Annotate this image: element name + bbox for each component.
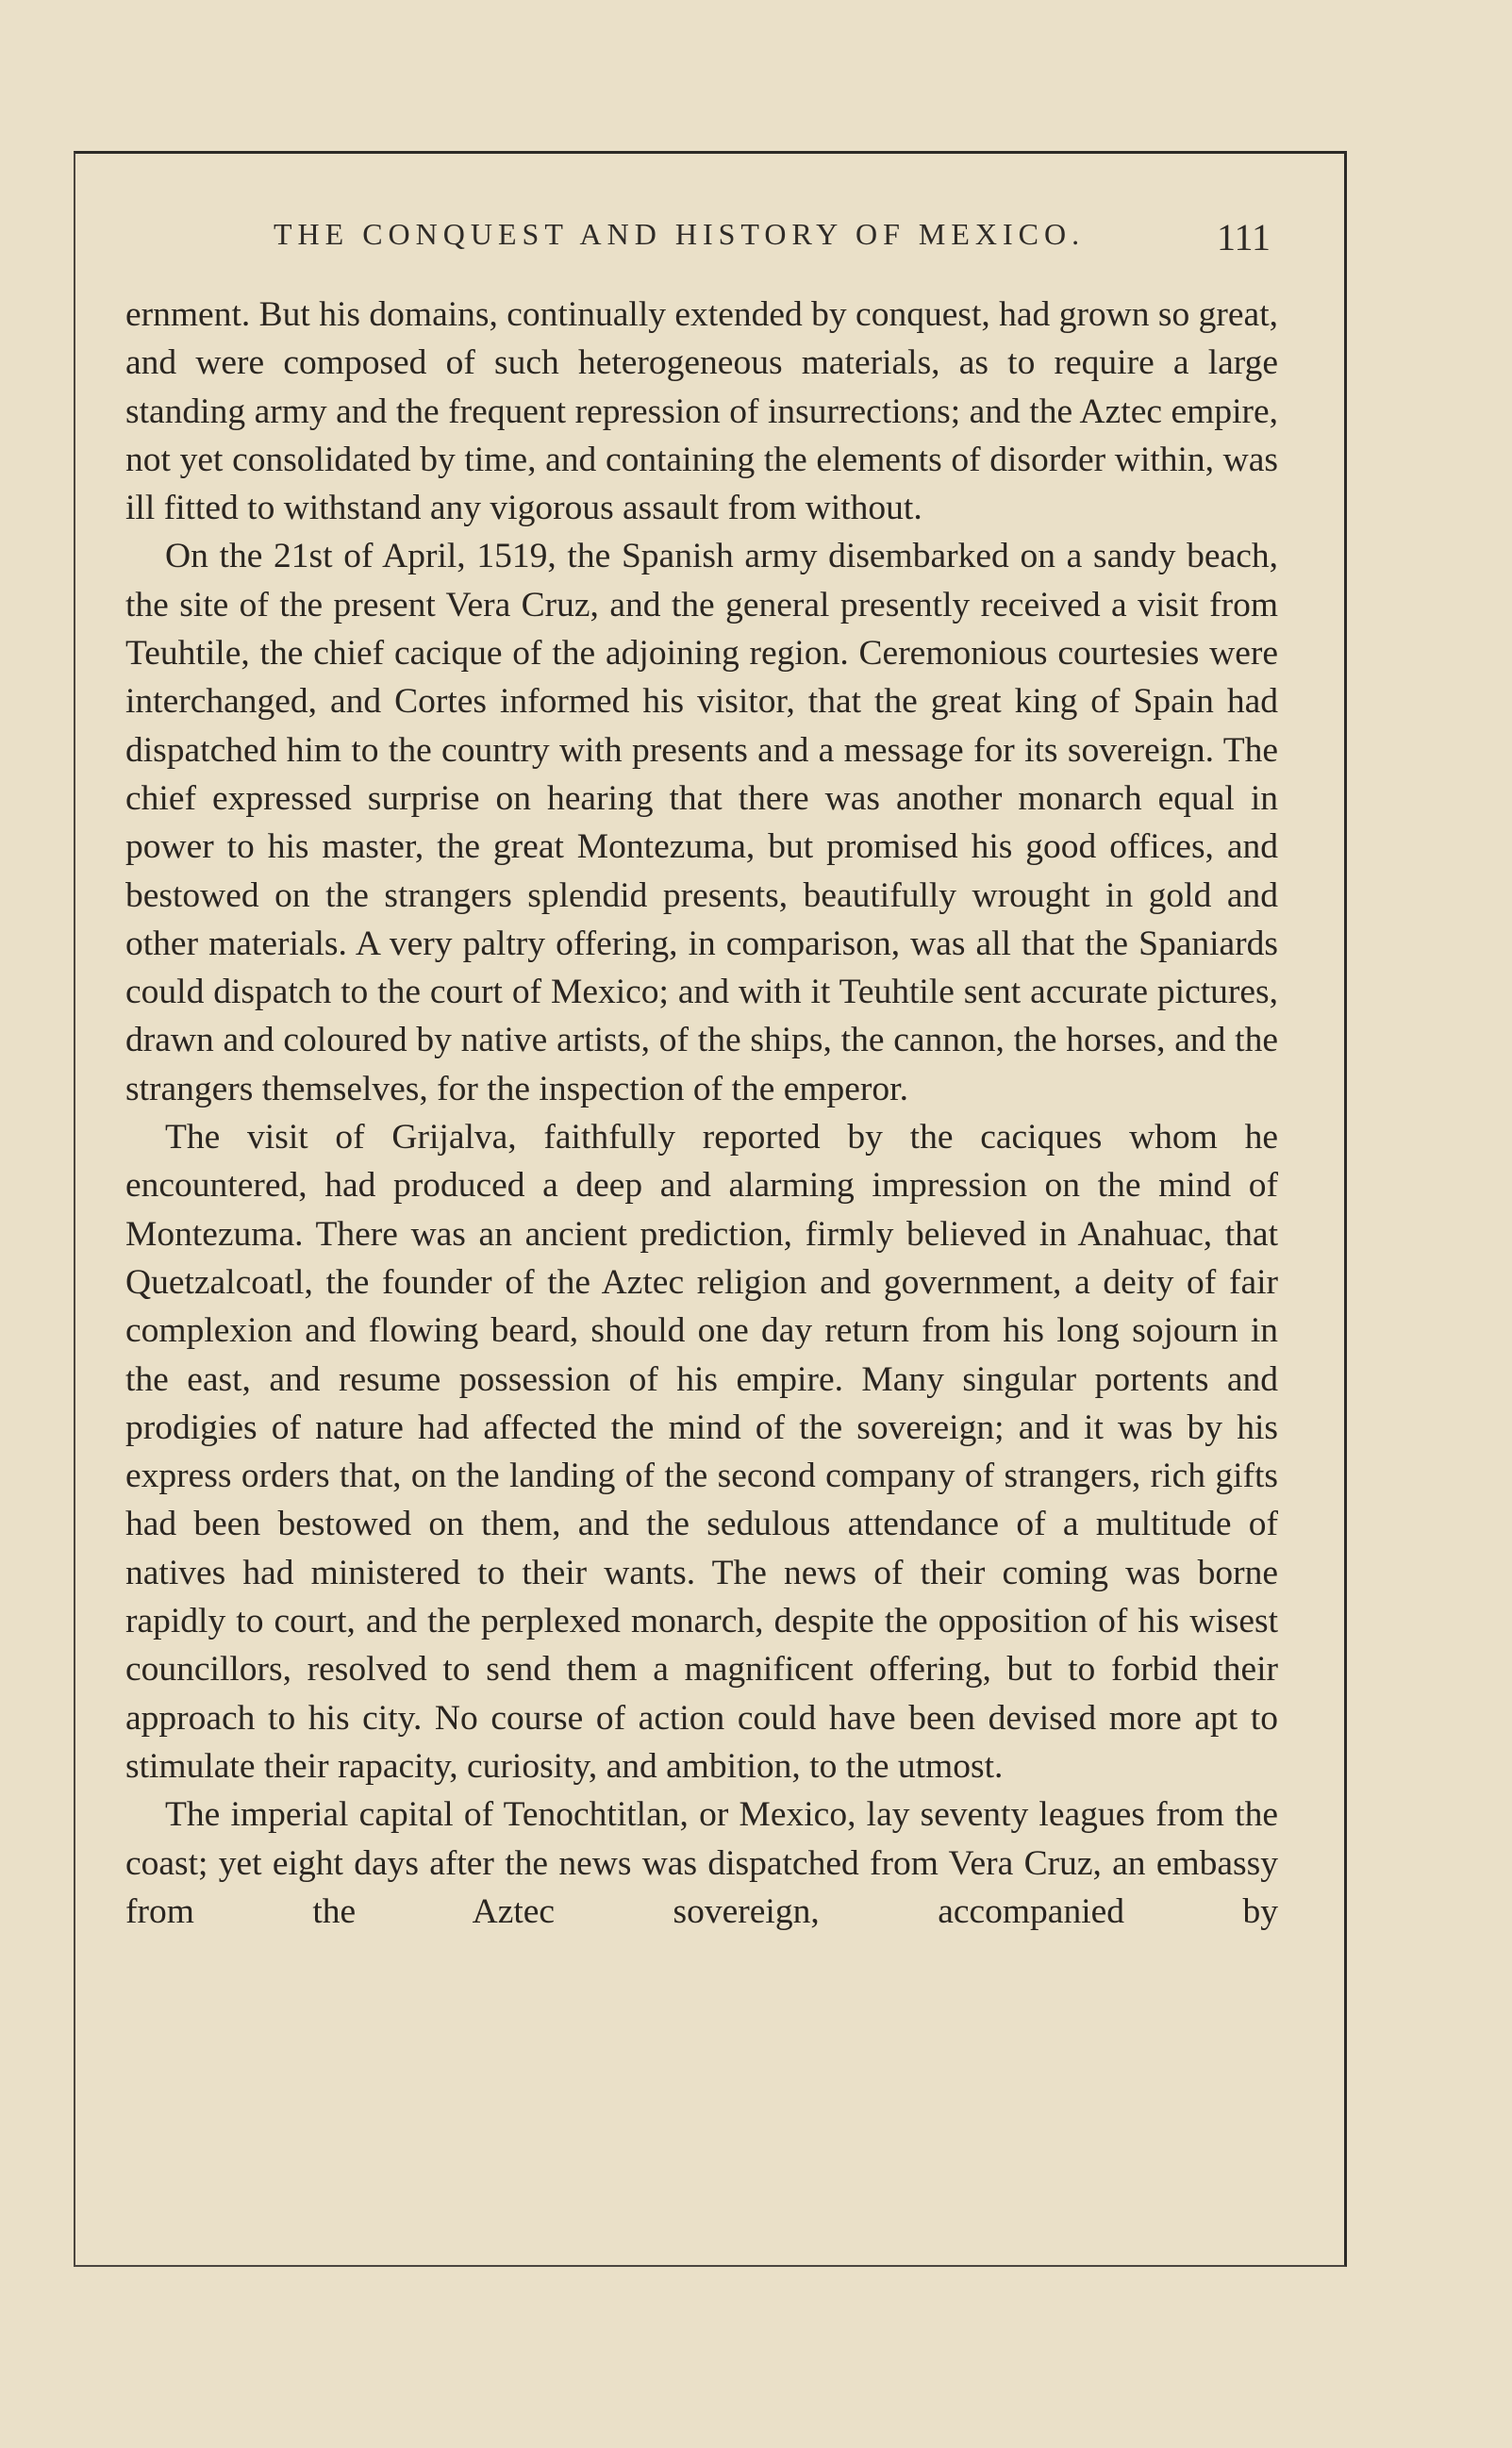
page-number: 111	[1217, 216, 1271, 258]
paragraph: The visit of Grijalva, faithfully reported by the caciques whom he encountered, had produced a deep and alarming impression on the mind of Montezuma. There was an ancient prediction, firmly believed in Anahuac, that Quetzalcoatl, the founder of the Aztec religion and government, a deity of fair complexion and flowing beard, should one day return from his long sojourn in the east, and resume possession of his empire. Many singular portents and prodigies of nature had affected the mind of the sovereign; and it was by his express orders that, on the landing of the second company of strangers, rich gifts had been bestowed on them, and the sedulous attendance of a multitude of natives had ministered to their wants. The news of their coming was borne rapidly to court, and the perplexed monarch, despite the opposition of his wisest councillors, resolved to send them a magnificent offering, but to forbid their approach to his city. No course of action could have been devised more apt to stimulate their rapacity, curiosity, and ambition, to the utmost.	[125, 1118, 1278, 1786]
paragraph: The imperial capital of Tenochtitlan, or Mexico, lay seventy leagues from the coast; yet eight days after the news was dispatched from Vera Cruz, an embassy from the Aztec sovereign, accompanied by	[125, 1795, 1278, 1931]
body-text	[125, 291, 1278, 2224]
paragraph: ernment. But his domains, continually extended by conquest, had grown so great, and were composed of such heterogeneous materials, as to require a large standing army and the frequent repression of insurrections; and the Aztec empire, not yet consolidated by time, and containing the elements of disorder within, was ill fitted to withstand any vigorous assault from without.	[125, 295, 1278, 528]
running-title: THE CONQUEST AND HISTORY OF MEXICO.	[274, 217, 1086, 251]
paragraph: On the 21st of April, 1519, the Spanish army disembarked on a sandy beach, the site of the present Vera Cruz, and the general presently received a visit from Teuhtile, the chief cacique of the adjoining region. Ceremonious courtesies were interchanged, and Cortes informed his visitor, that the great king of Spain had dispatched him to the country with presents and a message for its sovereign. The chief expressed surprise on hearing that there was another monarch equal in power to his master, the great Montezuma, but promised his good offices, and bestowed on the strangers splendid presents, beautifully wrought in gold and other materials. A very paltry offering, in comparison, was all that the Spaniards could dispatch to the court of Mexico; and with it Teuhtile sent accurate pictures, drawn and coloured by native artists, of the ships, the cannon, the horses, and the strangers themselves, for the inspection of the emperor.	[125, 537, 1278, 1108]
